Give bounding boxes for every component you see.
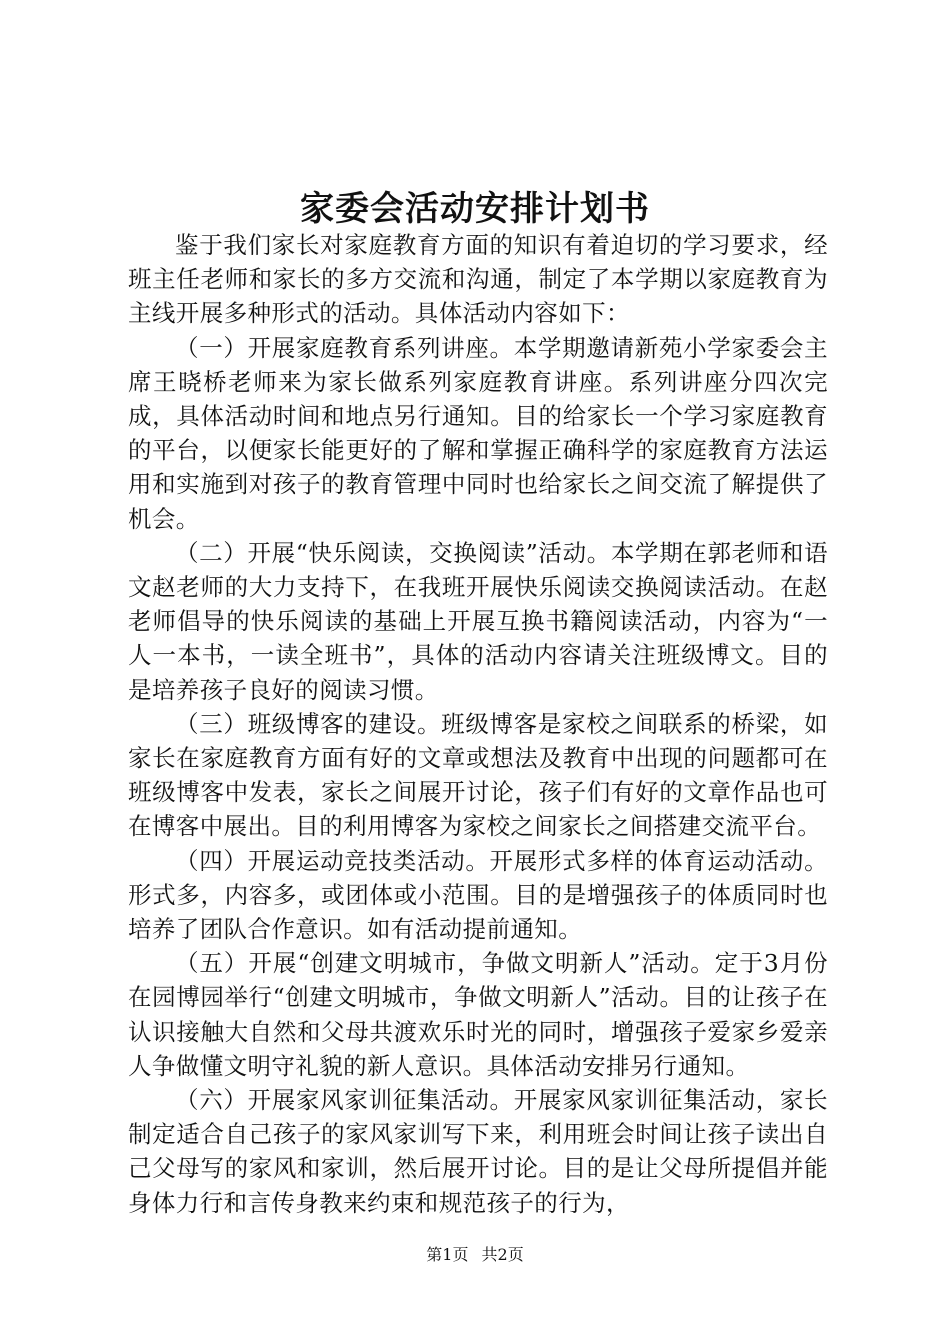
document-body: [128, 228, 828, 1220]
paragraph-item-6: （六）开展家风家训征集活动。开展家风家训征集活动，家长制定适合自己孩子的家风家训写下来，利用班会时间让孩子读出自己父母写的家风和家训，然后展开讨论。目的是让父母所提倡并能身体力行和言传身教来约束和规范孩子的行为，: [128, 1086, 828, 1217]
page-number-total: 共2页: [481, 1245, 524, 1264]
paragraph-item-5: （五）开展“创建文明城市，争做文明新人”活动。定于3月份在园博园举行“创建文明城市，争做文明新人”活动。目的让孩子在认识接触大自然和父母共渡欢乐时光的同时，增强孩子爱家乡爱亲人争做懂文明守礼貌的新人意识。具体活动安排另行通知。: [128, 949, 828, 1080]
document-title: 家委会活动安排计划书: [300, 189, 650, 229]
paragraph-item-2: （二）开展“快乐阅读，交换阅读”活动。本学期在郭老师和语文赵老师的大力支持下，在我班开展快乐阅读交换阅读活动。在赵老师倡导的快乐阅读的基础上开展互换书籍阅读活动，内容为“一人一本书，一读全班书”，具体的活动内容请关注班级博文。目的是培养孩子良好的阅读习惯。: [128, 538, 828, 704]
paragraph-item-4: （四）开展运动竞技类活动。开展形式多样的体育运动活动。形式多，内容多，或团体或小范围。目的是增强孩子的体质同时也培养了团队合作意识。如有活动提前通知。: [128, 846, 828, 944]
page-number-current: 第1页: [426, 1245, 469, 1264]
page-footer: [0, 1244, 950, 1266]
paragraph-item-3: （三）班级博客的建设。班级博客是家校之间联系的桥梁，如家长在家庭教育方面有好的文章或想法及教育中出现的问题都可在班级博客中发表，家长之间展开讨论，孩子们有好的文章作品也可在博客中展出。目的利用博客为家校之间家长之间搭建交流平台。: [128, 709, 828, 841]
paragraph-intro: 鉴于我们家长对家庭教育方面的知识有着迫切的学习要求，经班主任老师和家长的多方交流和沟通，制定了本学期以家庭教育为主线开展多种形式的活动。具体活动内容如下：: [128, 231, 828, 328]
paragraph-item-1: （一）开展家庭教育系列讲座。本学期邀请新苑小学家委会主席王晓桥老师来为家长做系列家庭教育讲座。系列讲座分四次完成，具体活动时间和地点另行通知。目的给家长一个学习家庭教育的平台，以便家长能更好的了解和掌握正确科学的家庭教育方法运用和实施到对孩子的教育管理中同时也给家长之间交流了解提供了机会。: [128, 333, 828, 533]
